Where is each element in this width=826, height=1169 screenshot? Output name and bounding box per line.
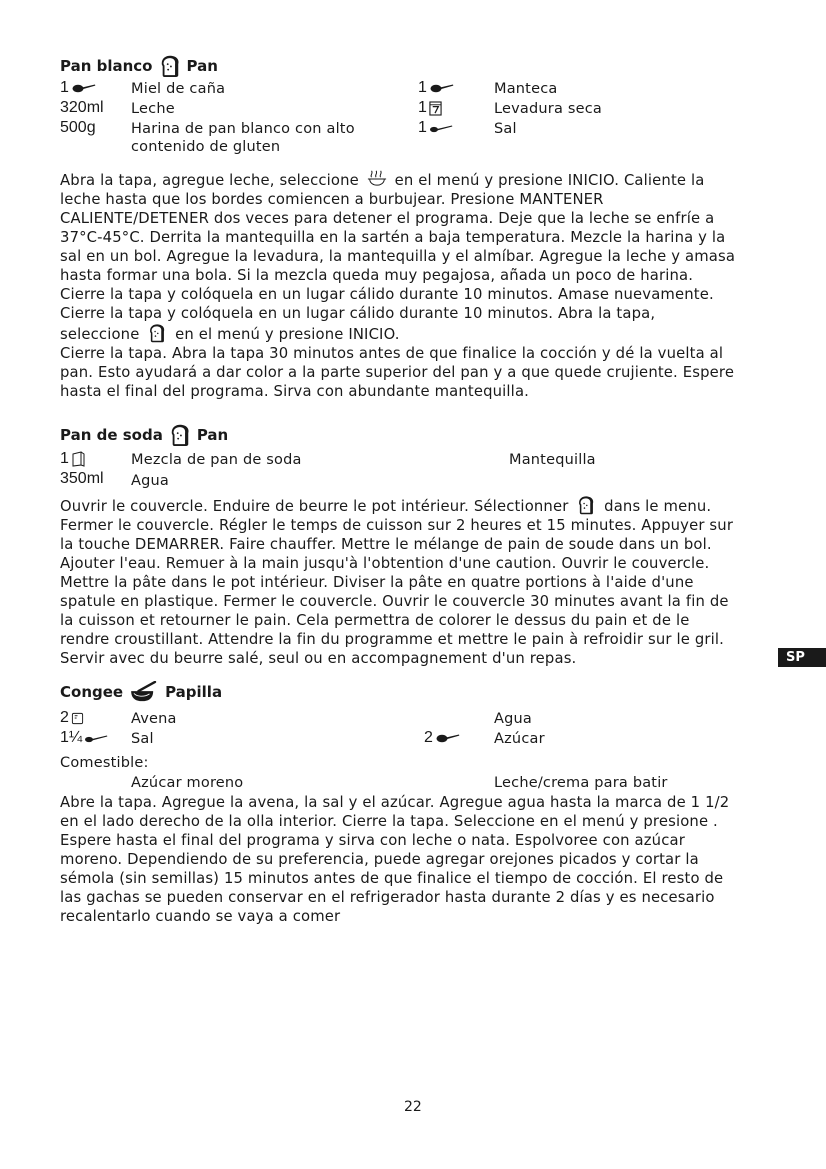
tablespoon-icon [71,83,97,93]
garnish-item: Leche/crema para batir [494,775,668,791]
ingredient-qty: 500g [60,119,96,136]
recipe-title-pan-blanco [60,54,218,78]
measuring-cup-icon [71,712,84,725]
ingredient-name: Sal [131,731,154,747]
ingredient-name: Mezcla de pan de soda [131,452,302,468]
ingredient-name: Sal [494,121,517,137]
ingredient-name-cont: contenido de gluten [131,139,281,155]
ingredient-qty: 1 [60,79,97,97]
recipe-instructions: Ouvrir le couvercle. Enduire de beurre le pot intérieur. Sélectionner dans le menu. Fermer le couvercle. Régler le temps de cuisson sur 2 heures et 15 minutes. Appuyer sur la touche DEMARRER. Faire chauffer. Mettre le mélange de pain de soude dans un bol. Ajouter l'eau. Remuer à la main jusqu'à l'obtention d'une caution. Ouvrir le couvercle. Mettre la pâte dans le pot intérieur. Diviser la pâte en quatre portions à l'aide d'une spatule en plastique. Fermer le couvercle. Ouvrir le couvercle 30 minutes avant la fin de la cuisson et retourner le pain. Cela permettra de colorer le dessus du pain et de le rendre croustillant. Attendre la fin du programme et mettre le pain à refroidir sur le gril. Servir avec du beurre salé, seul ou en accompagnement d'un repas. [60,495,772,668]
page-number: 22 [404,1099,422,1115]
ingredient-qty: 1 [418,99,442,117]
ingredient-name: Levadura seca [494,101,602,117]
ingredient-name: Leche [131,101,175,117]
ingredient-qty: 2 [424,729,461,747]
box-icon [71,451,85,467]
ingredient-name: Mantequilla [509,452,596,468]
program-name: Papilla [165,683,223,701]
ingredient-name: Avena [131,711,177,727]
recipe-title-congee [60,681,222,703]
recipe-title-pan-de-soda [60,423,228,447]
ingredient-qty: 1 [60,450,85,468]
steam-program-icon [367,169,387,189]
teaspoon-icon [429,123,453,133]
program-name: Pan [196,426,229,444]
ingredient-name: Harina de pan blanco con alto [131,121,355,137]
bread-program-icon [576,495,596,515]
tablespoon-icon [429,83,455,93]
recipe-instructions: Abra la tapa, agregue leche, seleccione en el menú y presione INICIO. Caliente la leche hasta que los bordes comiencen a burbujear. Presione MANTENER CALIENTE/DETENER dos veces para detener el programa. Deje que la leche se enfríe a 37°C-45°C. Derrita la mantequilla en la sartén a baja temperatura. Mezcle la harina y la sal en un bol. Agregue la levadura, la mantequilla y el almíbar. Agregue la leche y amasa hasta formar una bola. Si la mezcla queda muy pegajosa, añada un poco de harina. Cierre la tapa y colóquela en un lugar cálido durante 10 minutos. Amase nuevamente. Cierre la tapa y colóquela en un lugar cálido durante 10 minutos. Abra la tapa, seleccione en el menú y presione INICIO. Cierre la tapa. Abra la tapa 30 minutos antes de que finalice la cocción y dé la vuelta al pan. Esto ayudará a dar color a la parte superior del pan y a que quede crujiente. Espere hasta el final del programa. Sirva con abundante mantequilla. [60,169,772,401]
ingredient-qty: 1 [418,119,453,137]
ingredient-qty: 1¼ [60,729,108,747]
bread-program-icon [169,423,191,447]
bread-program-icon [147,323,167,343]
sachet-icon [429,101,442,116]
teaspoon-icon [84,733,108,743]
ingredient-qty: 320ml [60,99,104,116]
recipe-instructions: Abre la tapa. Agregue la avena, la sal y el azúcar. Agregue agua hasta la marca de 1 1/2 en el lado derecho de la olla interior. Cierre la tapa. Seleccione en el menú y presione . Espere hasta el final del programa y sirva con leche o nata. Espolvoree con azúcar moreno. Dependiendo de su preferencia, puede agregar orejones picados y cortar la sémola (sin semillas) 15 minutos antes de que finalice el tiempo de cocción. El resto de las gachas se pueden conservar en el refrigerador hasta durante 2 días y es necesario recalentarlo cuando se vaya a comer [60,794,730,925]
tablespoon-icon [435,733,461,743]
ingredient-name: Agua [494,711,532,727]
recipe-name: Congee [60,683,124,701]
recipe-name: Pan de soda [60,426,163,444]
ingredient-name: Azúcar [494,731,545,747]
porridge-bowl-icon [129,681,159,703]
ingredient-name: Agua [131,473,169,489]
ingredient-name: Manteca [494,81,558,97]
ingredient-qty: 1 [418,79,455,97]
garnish-label: Comestible: [60,755,149,771]
garnish-item: Azúcar moreno [131,775,244,791]
recipe-name: Pan blanco [60,57,153,75]
ingredient-qty: 350ml [60,470,104,487]
language-tab: SP [778,648,826,667]
program-name: Pan [186,57,218,75]
ingredient-qty: 2 [60,709,84,727]
ingredient-name: Miel de caña [131,81,226,97]
bread-program-icon [159,54,181,78]
